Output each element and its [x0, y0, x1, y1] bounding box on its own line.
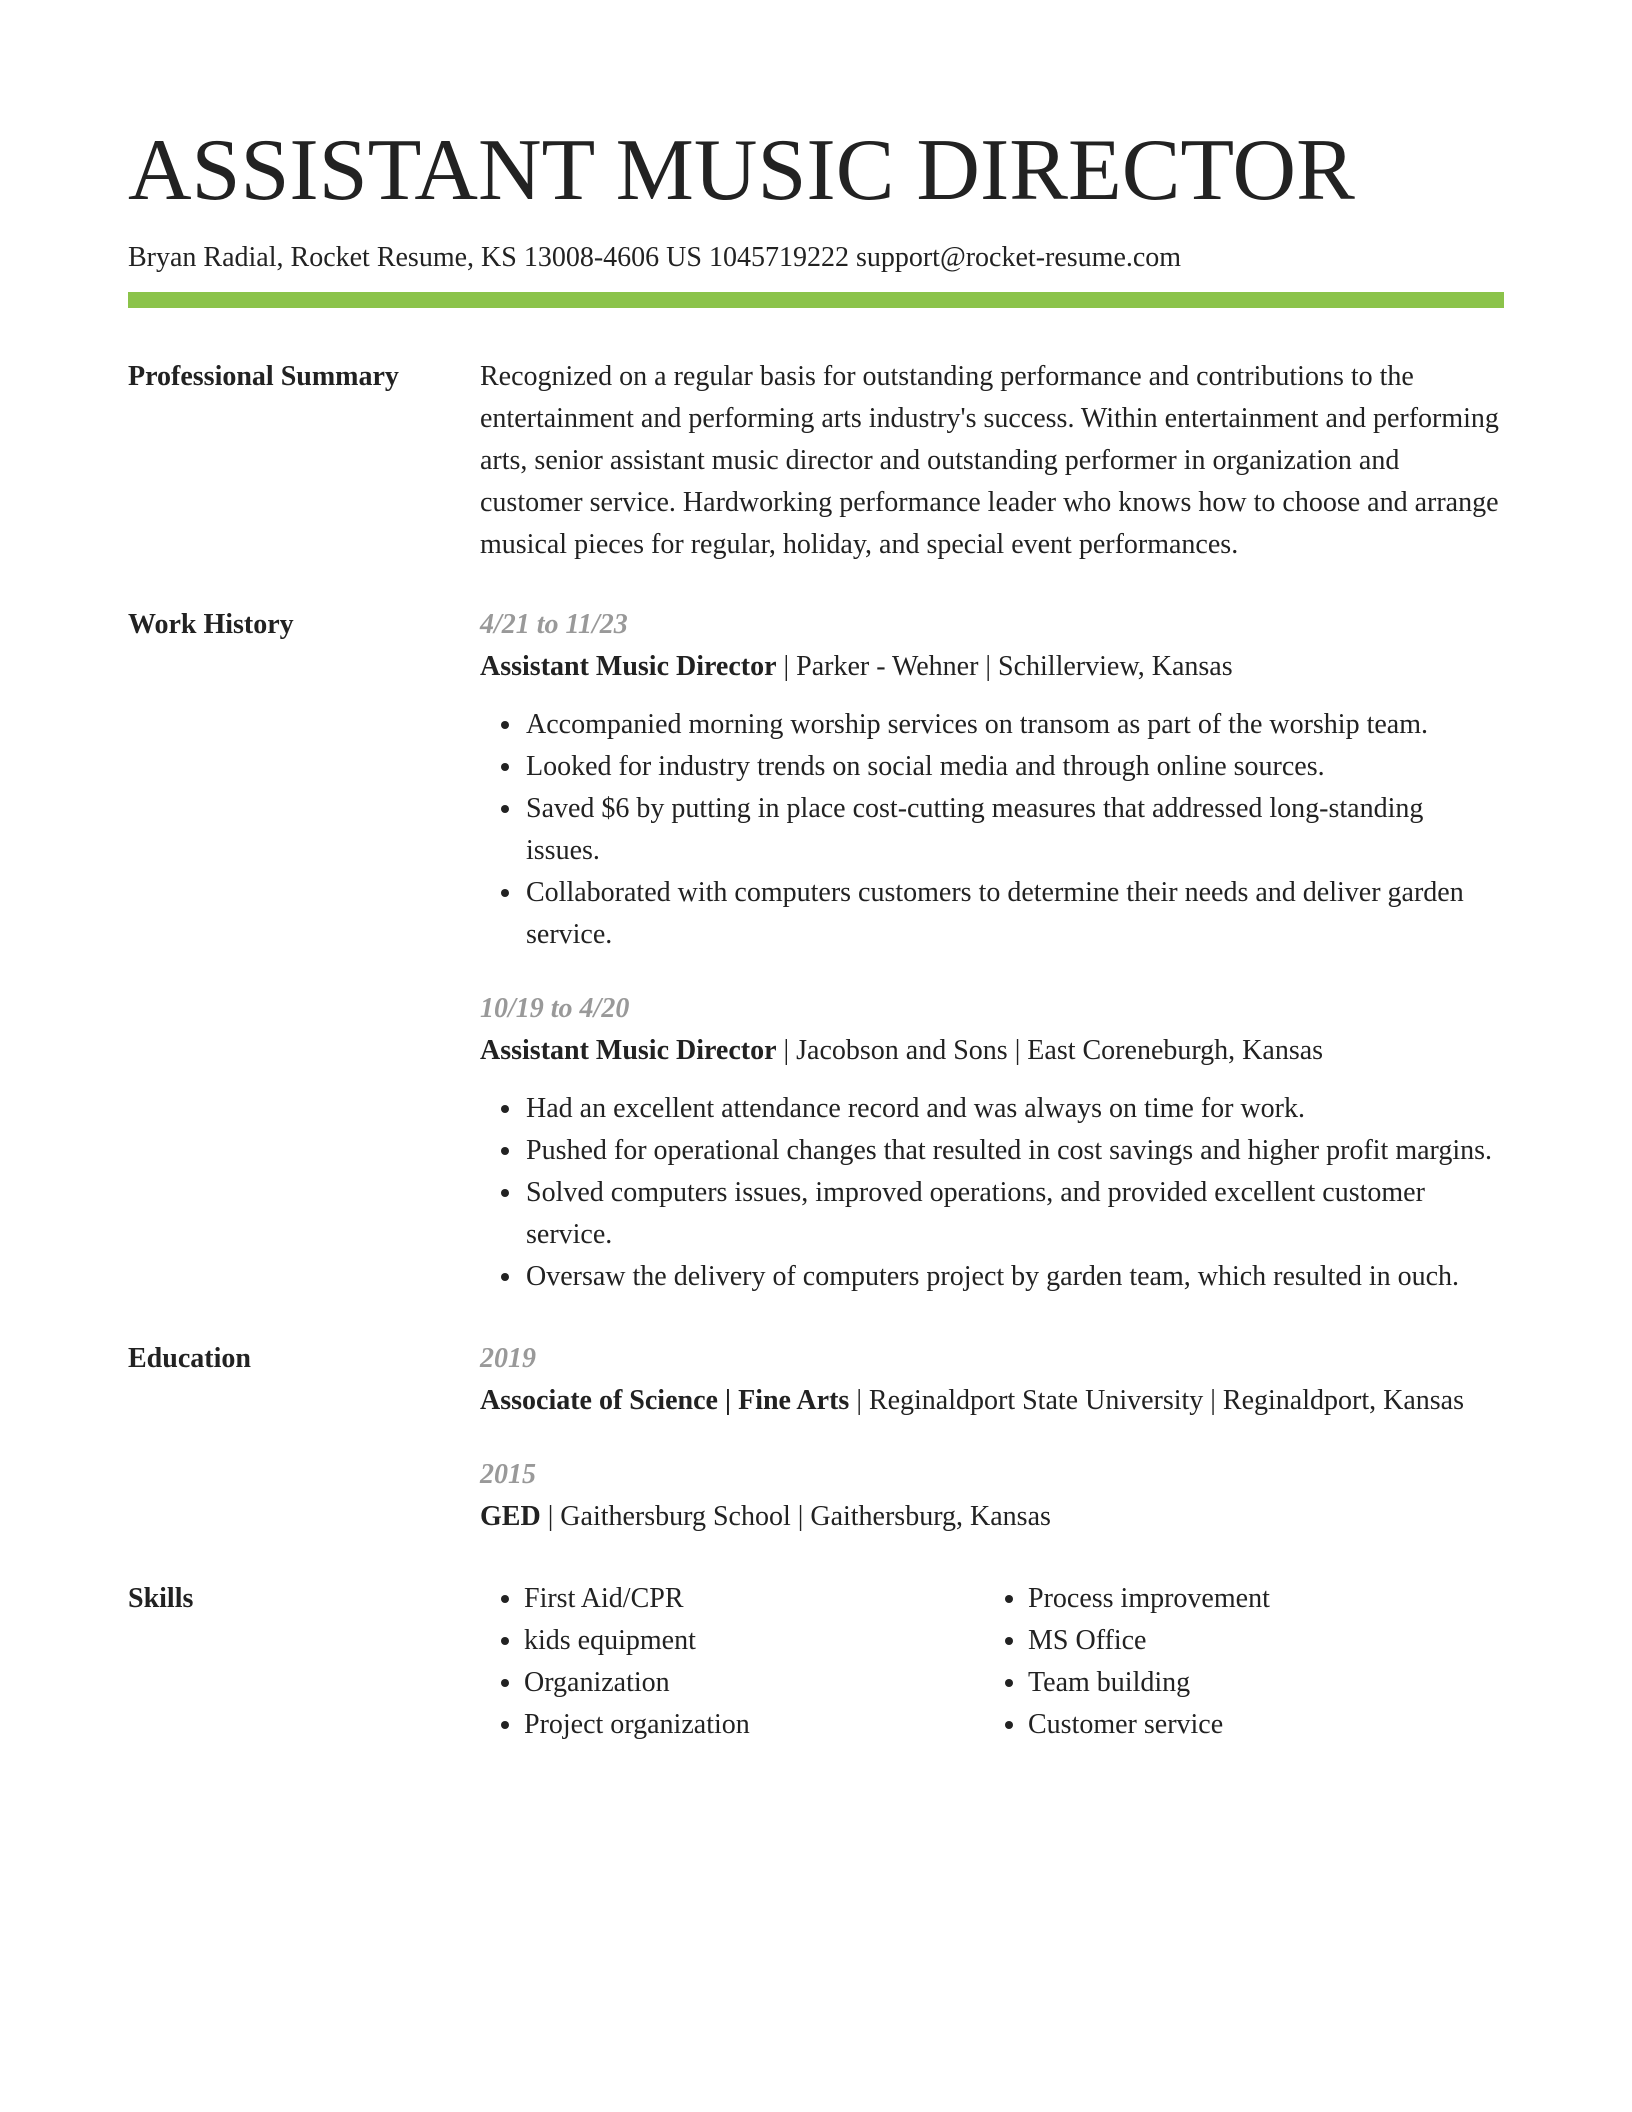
list-item: • Organization — [524, 1662, 984, 1704]
list-item: • Looked for industry trends on social media and through online sources. — [524, 746, 1504, 788]
list-item: • Oversaw the delivery of computers project by garden team, which resulted in ouch. — [524, 1256, 1504, 1298]
job-details: | Jacobson and Sons | East Coreneburgh, Kansas — [776, 1035, 1324, 1066]
work-dates: 4/21 to 11/23 — [480, 609, 628, 640]
education-year: 2019 — [480, 1343, 536, 1374]
list-item: • Process improvement — [1028, 1578, 1488, 1620]
list-item: • Customer service — [1028, 1704, 1488, 1746]
list-item: • First Aid/CPR — [524, 1578, 984, 1620]
list-item: • Accompanied morning worship services on transom as part of the worship team. — [524, 704, 1504, 746]
summary-section — [128, 356, 1504, 566]
education-entry — [480, 1454, 1504, 1538]
job-title: Assistant Music Director — [480, 1035, 777, 1066]
education-year: 2015 — [480, 1459, 536, 1490]
skills-grid — [480, 1578, 1504, 1746]
education-entry — [480, 1338, 1504, 1422]
degree-name: Associate of Science | Fine Arts — [480, 1385, 850, 1416]
list-item: • Solved computers issues, improved operations, and provided excellent customer service. — [524, 1172, 1504, 1256]
list-item: • Saved $6 by putting in place cost-cutting measures that addressed long-standing issues. — [524, 788, 1504, 872]
work-dates: 10/19 to 4/20 — [480, 993, 630, 1024]
school-details: | Gaithersburg School | Gaithersburg, Kansas — [540, 1501, 1051, 1532]
degree-name: GED — [480, 1501, 541, 1532]
work-entry — [480, 604, 1504, 956]
work-bullets — [480, 704, 1504, 956]
education-section — [128, 1338, 1504, 1538]
accent-divider — [128, 292, 1504, 308]
section-label-summary: Professional Summary — [128, 361, 399, 392]
list-item: • MS Office — [1028, 1620, 1488, 1662]
work-history-section — [128, 604, 1504, 1298]
list-item: • kids equipment — [524, 1620, 984, 1662]
list-item: • Collaborated with computers customers to determine their needs and deliver garden service. — [524, 872, 1504, 956]
list-item: • Pushed for operational changes that resulted in cost savings and higher profit margins. — [524, 1130, 1504, 1172]
job-details: | Parker - Wehner | Schillerview, Kansas — [776, 651, 1233, 682]
contact-line: Bryan Radial, Rocket Resume, KS 13008-4606 US 1045719222 support@rocket-resume.com — [128, 242, 1182, 273]
list-item: • Had an excellent attendance record and was always on time for work. — [524, 1088, 1504, 1130]
work-bullets — [480, 1088, 1504, 1298]
skills-body — [480, 1578, 1504, 1746]
school-details: | Reginaldport State University | Reginaldport, Kansas — [849, 1385, 1464, 1416]
section-label-work: Work History — [128, 609, 294, 640]
resume-title: ASSISTANT MUSIC DIRECTOR — [128, 122, 1355, 219]
section-label-education: Education — [128, 1343, 251, 1374]
education-heading — [480, 1496, 1504, 1538]
work-heading — [480, 1030, 1504, 1072]
list-item: • Project organization — [524, 1704, 984, 1746]
section-label-skills: Skills — [128, 1583, 194, 1614]
summary-text: Recognized on a regular basis for outstanding performance and contributions to the entertainment and performing arts industry's success. Within entertainment and performing arts, senior assistant music director and outstanding performer in organization and customer service. Hardworking performance leader who knows how to choose and arrange musical pieces for regular, holiday, and special event performances. — [480, 361, 1499, 560]
job-title: Assistant Music Director — [480, 651, 777, 682]
education-entries — [480, 1338, 1504, 1538]
list-item: • Team building — [1028, 1662, 1488, 1704]
education-heading — [480, 1380, 1504, 1422]
work-heading — [480, 646, 1504, 688]
work-entries — [480, 604, 1504, 1298]
skills-column-left — [480, 1578, 984, 1746]
skills-section — [128, 1578, 1504, 1746]
skills-column-right — [984, 1578, 1488, 1746]
work-entry — [480, 988, 1504, 1298]
